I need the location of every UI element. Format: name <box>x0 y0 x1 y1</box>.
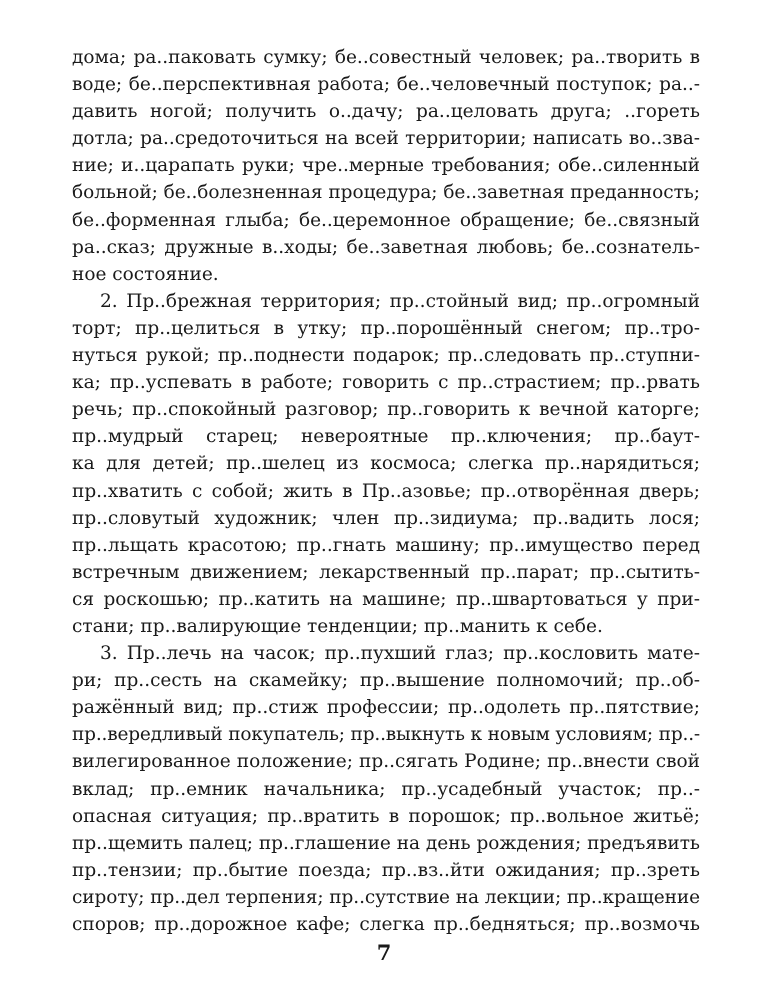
text-line: ся роскошью; пр..катить на машине; пр..швартоваться у при- <box>72 588 700 610</box>
text-line: сироту; пр..дел терпения; пр..сутствие на лекции; пр..кращение <box>72 886 700 908</box>
text-line: давить ногой; получить о..дачу; ра..целовать друга; ..гореть <box>72 101 700 123</box>
text-line: ное состояние. <box>72 263 219 285</box>
paragraph-1 <box>72 44 700 288</box>
text-line: 3. Пр..лечь на часок; пр..пухший глаз; пр..кословить мате- <box>100 643 700 665</box>
text-line: нуться рукой; пр..поднести подарок; пр..следовать пр..ступни- <box>72 345 700 367</box>
text-line: пр..мудрый старец; невероятные пр..ключения; пр..баут- <box>72 426 700 448</box>
text-line: споров; пр..дорожное кафе; слегка пр..бедняться; пр..возмочь <box>72 914 700 935</box>
text-line: дома; ра..паковать сумку; бе..совестный человек; ра..творить в <box>72 47 700 68</box>
text-line: больной; бе..болезненная процедура; бе..заветная преданность; <box>72 182 700 204</box>
text-line: опасная ситуация; пр..вратить в порошок; пр..вольное житьё; <box>72 805 700 827</box>
text-line: дотла; ра..средоточиться на всей территории; написать во..зва- <box>72 128 700 150</box>
text-line: ри; пр..сесть на скамейку; пр..вышение полномочий; пр..об- <box>72 670 700 692</box>
text-line: пр..льщать красотою; пр..гнать машину; пр..имущество перед <box>72 534 700 556</box>
text-line: стани; пр..валирующие тенденции; пр..манить к себе. <box>72 615 603 637</box>
text-line: встречным движением; лекарственный пр..парат; пр..сытить- <box>72 561 700 583</box>
text-line: ние; и..царапать руки; чре..мерные требования; обе..силенный <box>72 155 700 177</box>
text-line: пр..вередливый покупатель; пр..выкнуть к новым условиям; пр..- <box>72 724 700 746</box>
text-line: пр..щемить палец; пр..глашение на день рождения; предъявить <box>72 832 700 854</box>
text-line: пр..тензии; пр..бытие поезда; пр..вз..йти ожидания; пр..зреть <box>72 859 700 881</box>
text-line: 2. Пр..брежная территория; пр..стойный вид; пр..огромный <box>100 290 700 312</box>
text-line: вклад; пр..емник начальника; пр..усадебный участок; пр..- <box>72 778 700 800</box>
text-line: речь; пр..спокойный разговор; пр..говорить к вечной каторге; <box>72 399 700 421</box>
text-line: ка; пр..успевать в работе; говорить с пр..страстием; пр..рвать <box>72 372 700 394</box>
text-line: вилегированное положение; пр..сягать Родине; пр..внести свой <box>72 751 700 773</box>
text-line: ражённый вид; пр..стиж профессии; пр..одолеть пр..пятствие; <box>72 697 700 719</box>
text-line: пр..хватить с собой; жить в Пр..азовье; пр..отворённая дверь; <box>72 480 700 502</box>
text-line: воде; бе..перспективная работа; бе..человечный поступок; ра..- <box>72 74 700 96</box>
exercise-text <box>72 44 700 938</box>
page-number: 7 <box>376 940 392 965</box>
paragraph-3 <box>72 640 700 938</box>
text-line: торт; пр..целиться в утку; пр..порошённый снегом; пр..тро- <box>72 317 700 339</box>
paragraph-2 <box>72 288 700 640</box>
text-line: бе..форменная глыба; бе..церемонное обращение; бе..связный <box>72 209 700 231</box>
text-line: ра..сказ; дружные в..ходы; бе..заветная любовь; бе..сознатель- <box>72 236 700 258</box>
text-line: пр..словутый художник; член пр..зидиума; пр..вадить лося; <box>72 507 700 529</box>
text-line: ка для детей; пр..шелец из космоса; слегка пр..нарядиться; <box>72 453 700 475</box>
